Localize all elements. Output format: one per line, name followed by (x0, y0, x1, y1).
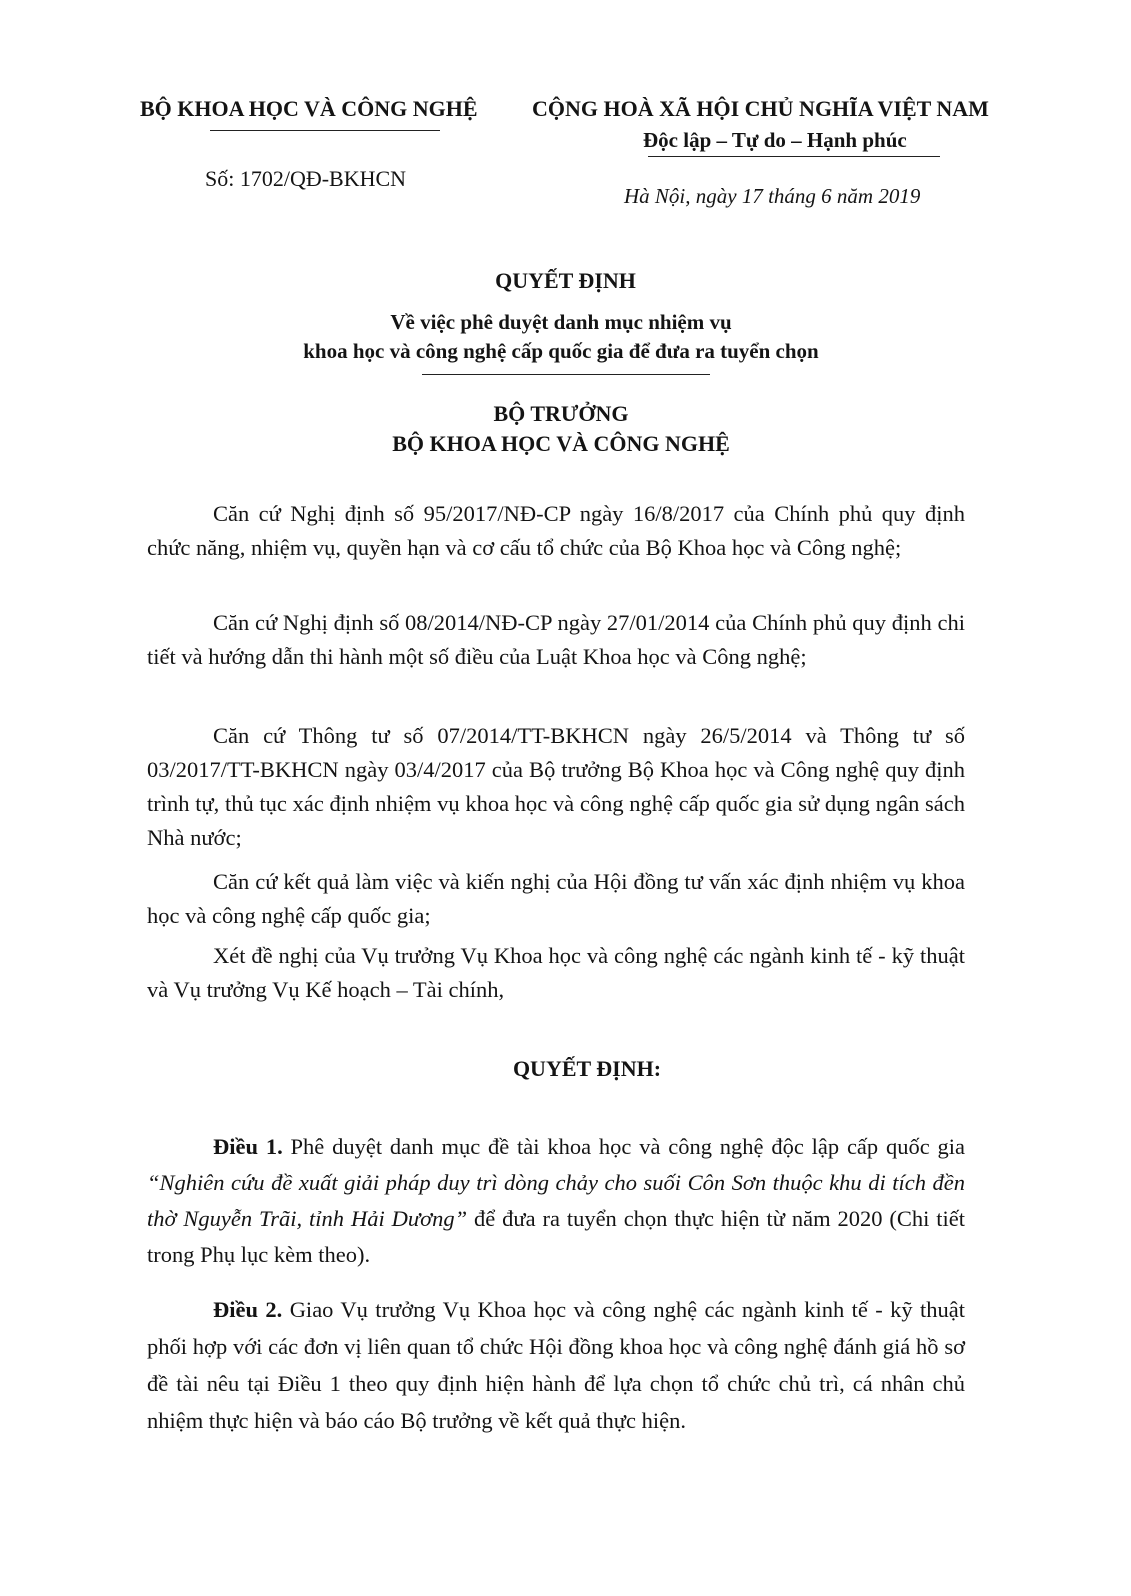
authority-line-2: BỘ KHOA HỌC VÀ CÔNG NGHỆ (392, 431, 730, 456)
preamble-text: Căn cứ kết quả làm việc và kiến nghị của Hội đồng tư vấn xác định nhiệm vụ khoa học và công nghệ cấp quốc gia; (147, 869, 965, 928)
preamble-paragraph (147, 606, 965, 674)
article-1-project-title: “Nghiên cứu đề xuất giải pháp duy trì dòng chảy cho suối Côn Sơn thuộc khu di tích đền thờ Nguyễn Trãi, tỉnh Hải Dương” (147, 1170, 965, 1231)
preamble-text: Căn cứ Nghị định số 08/2014/NĐ-CP ngày 27/01/2014 của Chính phủ quy định chi tiết và hướng dẫn thi hành một số điều của Luật Khoa học và Công nghệ; (147, 610, 965, 669)
motto-underline (648, 156, 940, 157)
subject-line-2: khoa học và công nghệ cấp quốc gia để đưa ra tuyển chọn (303, 339, 819, 363)
article-2-text: Giao Vụ trưởng Vụ Khoa học và công nghệ các ngành kinh tế - kỹ thuật phối hợp với các đơn vị liên quan tổ chức Hội đồng khoa học và công nghệ đánh giá hồ sơ đề tài nêu tại Điều 1 theo quy định hiện hành để lựa chọn tổ chức chủ trì, cá nhân chủ nhiệm thực hiện và báo cáo Bộ trưởng về kết quả thực hiện. (147, 1297, 966, 1433)
article-1-label: Điều 1. (213, 1134, 283, 1159)
article-1-text-after: để đưa ra tuyển chọn thực hiện từ năm 2020 (Chi tiết trong Phụ lục kèm theo). (147, 1206, 965, 1267)
article-1-text-before: Phê duyệt danh mục đề tài khoa học và công nghệ độc lập cấp quốc gia (290, 1134, 966, 1159)
ministry-underline (210, 130, 440, 131)
preamble-text: Căn cứ Thông tư số 07/2014/TT-BKHCN ngày 26/5/2014 và Thông tư số 03/2017/TT-BKHCN ngày 03/4/2017 của Bộ trưởng Bộ Khoa học và Công nghệ quy định trình tự, thủ tục xác định nhiệm vụ khoa học và công nghệ cấp quốc gia sử dụng ngân sách Nhà nước; (147, 723, 965, 850)
authority-line-1: BỘ TRƯỞNG (493, 401, 629, 426)
subject-line-1: Về việc phê duyệt danh mục nhiệm vụ (390, 310, 732, 334)
decision-heading: QUYẾT ĐỊNH: (512, 1056, 662, 1081)
country-name: CỘNG HOÀ XÃ HỘI CHỦ NGHĨA VIỆT NAM (532, 96, 989, 121)
place-date: Hà Nội, ngày 17 tháng 6 năm 2019 (624, 184, 921, 208)
preamble-paragraph (147, 719, 965, 855)
preamble-text: Căn cứ Nghị định số 95/2017/NĐ-CP ngày 16/8/2017 của Chính phủ quy định chức năng, nhiệm vụ, quyền hạn và cơ cấu tổ chức của Bộ Khoa học và Công nghệ; (147, 501, 965, 560)
ministry-name: BỘ KHOA HỌC VÀ CÔNG NGHỆ (140, 96, 478, 121)
preamble-paragraph (147, 939, 965, 1007)
preamble-paragraph (147, 497, 965, 565)
subject-underline (422, 374, 710, 375)
article-1 (147, 1129, 965, 1273)
article-2 (147, 1291, 965, 1439)
article-2-label: Điều 2. (213, 1297, 283, 1322)
decision-title: QUYẾT ĐỊNH (495, 268, 636, 293)
preamble-text: Xét đề nghị của Vụ trưởng Vụ Khoa học và công nghệ các ngành kinh tế - kỹ thuật và Vụ trưởng Vụ Kế hoạch – Tài chính, (147, 943, 965, 1002)
document-number: Số: 1702/QĐ-BKHCN (205, 166, 407, 191)
motto: Độc lập – Tự do – Hạnh phúc (643, 128, 907, 152)
preamble-paragraph (147, 865, 965, 933)
